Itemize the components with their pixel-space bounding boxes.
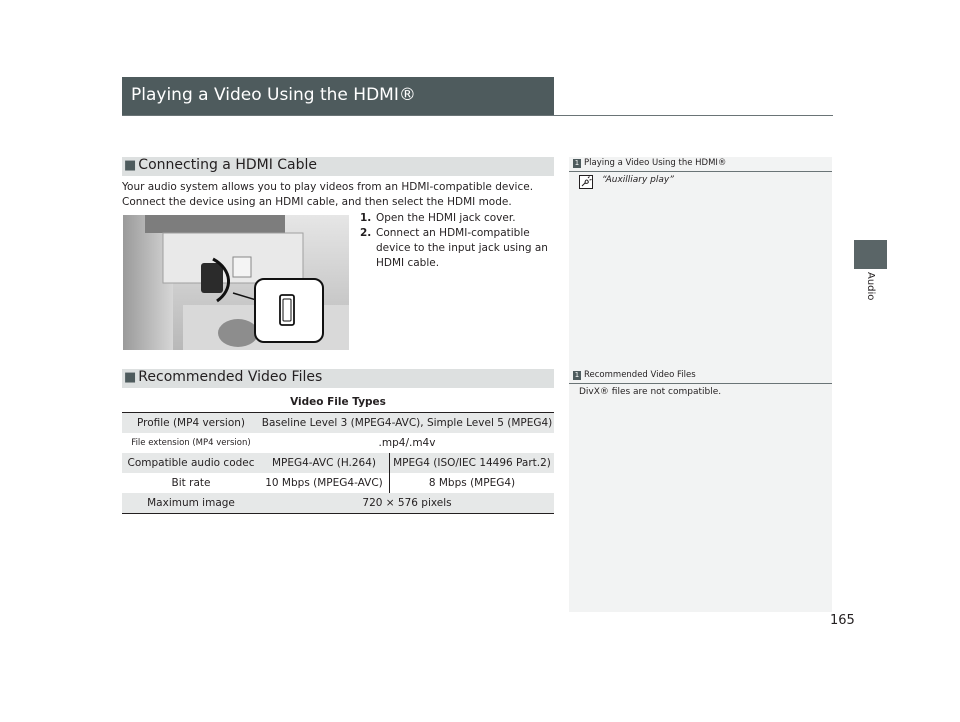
table-title: Video File Types	[290, 396, 386, 408]
step-text: HDMI cable.	[376, 257, 440, 269]
note1-heading	[573, 158, 726, 168]
section1-header-text: Connecting a HDMI Cable	[138, 157, 318, 173]
voice-command-text: “Auxilliary play”	[602, 175, 674, 185]
table-row-label: Compatible audio codec	[127, 457, 255, 469]
note2-divider	[569, 383, 832, 384]
chapter-tab	[850, 272, 892, 332]
table-row	[122, 473, 554, 493]
section2-header-text: Recommended Video Files	[138, 369, 323, 385]
table-bottom-rule	[122, 513, 554, 514]
table-row	[122, 433, 554, 453]
voice-command-icon	[579, 174, 593, 193]
page-title: Playing a Video Using the HDMI®	[131, 85, 416, 105]
section1-intro	[122, 180, 562, 210]
note1-heading-text: Playing a Video Using the HDMI®	[584, 158, 727, 168]
notes-panel	[569, 157, 832, 612]
square-bullet-icon: ■	[124, 370, 137, 385]
square-bullet-icon: ■	[124, 158, 137, 173]
table-row	[122, 413, 554, 433]
page-number: 165	[830, 613, 855, 628]
table-row-value: .mp4/.m4v	[378, 437, 436, 449]
table-row-value-a: 10 Mbps (MPEG4-AVC)	[265, 477, 383, 489]
table-row-value: Baseline Level 3 (MPEG4-AVC), Simple Level 5 (MPEG4)	[261, 417, 553, 429]
title-underline	[122, 115, 833, 116]
note-marker-icon: 1	[574, 159, 580, 167]
table-row-value-b: 8 Mbps (MPEG4)	[428, 477, 516, 489]
table-row-label: File extension (MP4 version)	[131, 438, 251, 448]
note1-divider	[569, 171, 832, 172]
step-text: device to the input jack using an	[376, 242, 548, 254]
step-text: Connect an HDMI-compatible	[376, 227, 530, 239]
table-row-value-a: MPEG4-AVC (H.264)	[271, 457, 377, 469]
step-item	[360, 211, 560, 226]
section2-header	[124, 369, 322, 385]
intro-line: Your audio system allows you to play videos from an HDMI-compatible device.	[122, 181, 534, 193]
step-item	[360, 226, 560, 271]
table-row-label: Maximum image	[147, 497, 235, 509]
chapter-tab-label: Audio	[865, 272, 876, 301]
step-number: 2.	[360, 227, 372, 239]
step-text: Open the HDMI jack cover.	[376, 212, 516, 224]
table-row-value-b: MPEG4 (ISO/IEC 14496 Part.2)	[393, 457, 551, 469]
table-row-value: 720 × 576 pixels	[362, 497, 452, 509]
table-row	[122, 453, 554, 473]
intro-line: Connect the device using an HDMI cable, and then select the HDMI mode.	[122, 196, 512, 208]
hdmi-jack-photo	[123, 215, 349, 350]
chapter-tab-marker	[854, 240, 887, 269]
table-column-divider	[389, 453, 390, 493]
note2-heading-text: Recommended Video Files	[584, 370, 696, 380]
table-row-label: Bit rate	[171, 477, 211, 489]
table-row-label: Profile (MP4 version)	[136, 417, 246, 429]
note2-text: DivX® files are not compatible.	[579, 387, 722, 397]
note2-heading	[573, 370, 696, 380]
step-number: 1.	[360, 212, 372, 224]
table-row	[122, 493, 554, 513]
note-marker-icon: 1	[574, 371, 580, 379]
section1-header	[124, 157, 317, 173]
steps-list	[360, 211, 560, 271]
